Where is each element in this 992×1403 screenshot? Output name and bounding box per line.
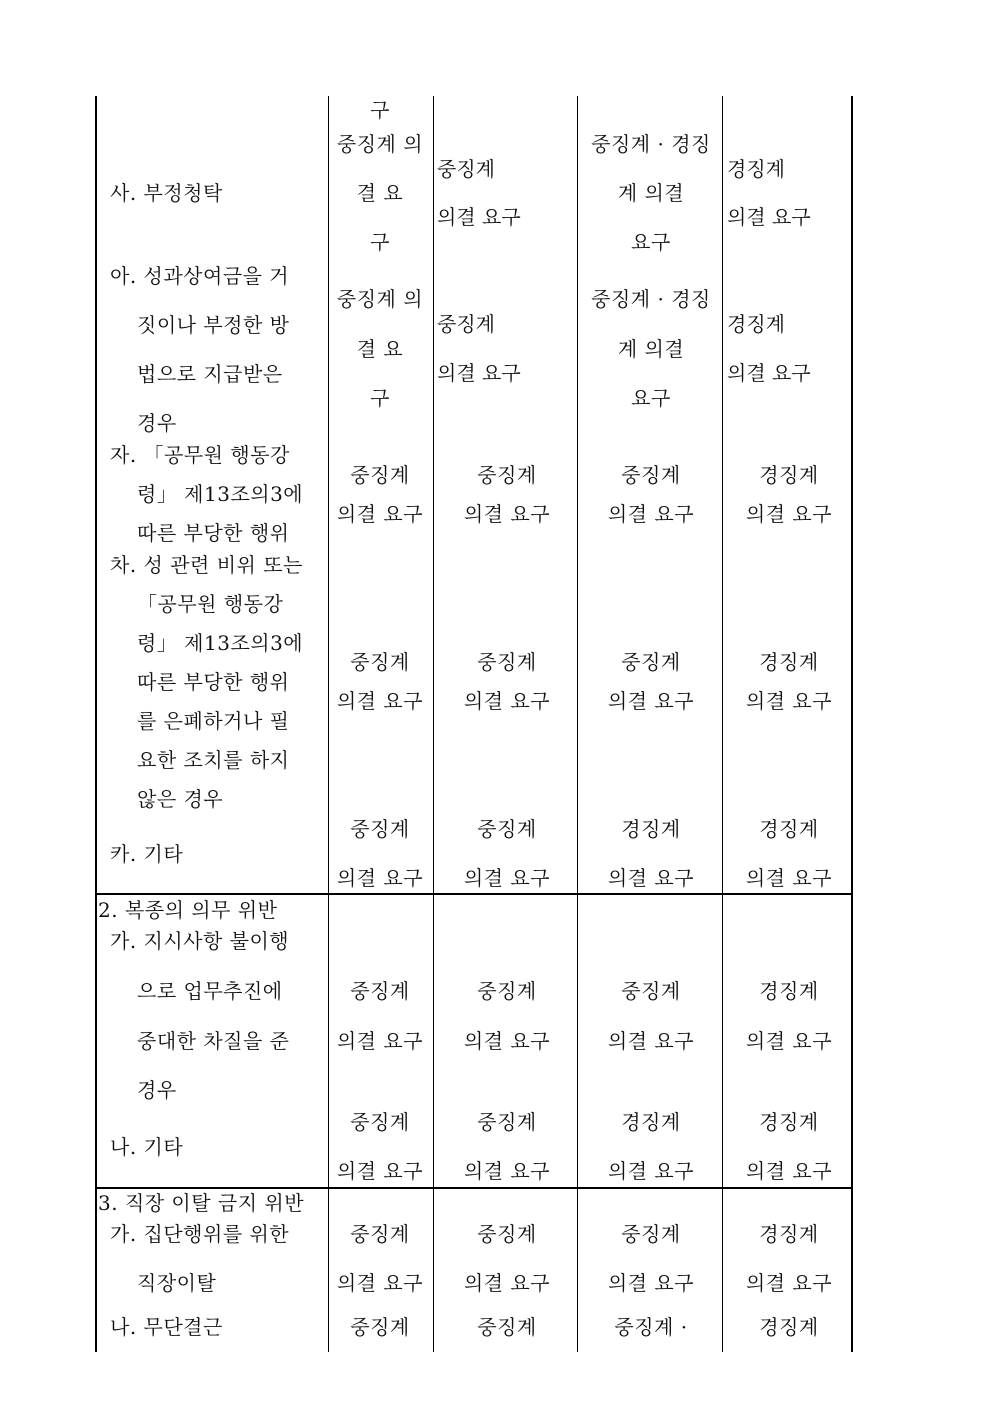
table-cell: 중징계 <box>350 1222 410 1246</box>
table-cell: 중징계 · <box>614 1315 688 1339</box>
table-border-right <box>851 96 853 1352</box>
table-cell: 의결 요구 <box>336 689 424 713</box>
row-label: 가. 지시사항 불이행 <box>110 929 290 953</box>
row-label: 가. 집단행위를 위한 <box>110 1222 290 1246</box>
table-cell: 의결 요구 <box>463 1159 551 1183</box>
table-cell: 요구 <box>631 230 671 254</box>
table-cell: 의결 요구 <box>607 502 695 526</box>
table-cell: 의결 요구 <box>727 361 811 385</box>
table-cell: 중징계 · 경징 <box>591 132 711 156</box>
table-cell: 경징계 <box>727 312 785 336</box>
table-cell: 중징계 <box>437 157 495 181</box>
column-divider <box>433 96 434 1352</box>
row-label: 짓이나 부정한 방 <box>137 313 290 337</box>
table-cell: 경징계 <box>759 650 819 674</box>
table-cell: 중징계 <box>621 1222 681 1246</box>
table-cell: 중징계 의 <box>336 132 424 156</box>
section-title: 3. 직장 이탈 금지 위반 <box>98 1191 305 1215</box>
table-cell: 중징계 <box>477 463 537 487</box>
table-cell: 중징계 <box>477 817 537 841</box>
table-cell: 경징계 <box>727 157 785 181</box>
row-label: 으로 업무추진에 <box>137 979 283 1003</box>
table-cell: 중징계 · 경징 <box>591 287 711 311</box>
table-cell: 의결 요구 <box>745 1029 833 1053</box>
row-label: 않은 경우 <box>137 787 224 811</box>
table-cell: 의결 요구 <box>336 502 424 526</box>
section-divider <box>95 1187 853 1189</box>
table-cell: 구 <box>370 98 390 122</box>
table-cell: 중징계 <box>477 1222 537 1246</box>
table-cell: 의결 요구 <box>336 1029 424 1053</box>
table-cell: 의결 요구 <box>336 866 424 890</box>
row-label: 경우 <box>137 411 177 435</box>
table-cell: 의결 요구 <box>607 1159 695 1183</box>
table-cell: 의결 요구 <box>607 689 695 713</box>
row-label: 아. 성과상여금을 거 <box>110 264 290 288</box>
table-cell: 경징계 <box>621 817 681 841</box>
table-cell: 의결 요구 <box>437 205 521 229</box>
row-label: 자. 「공무원 행동강 <box>110 443 290 467</box>
table-cell: 의결 요구 <box>336 1159 424 1183</box>
table-cell: 중징계 의 <box>336 287 424 311</box>
table-cell: 의결 요구 <box>463 689 551 713</box>
column-divider <box>722 96 723 1352</box>
table-cell: 중징계 <box>350 1110 410 1134</box>
table-cell: 구 <box>370 386 390 410</box>
table-cell: 중징계 <box>350 817 410 841</box>
table-cell: 의결 요구 <box>336 1271 424 1295</box>
table-cell: 의결 요구 <box>745 866 833 890</box>
table-cell: 경징계 <box>759 1222 819 1246</box>
row-label: 경우 <box>137 1078 177 1102</box>
table-cell: 경징계 <box>621 1110 681 1134</box>
row-label: 나. 기타 <box>110 1135 184 1159</box>
table-cell: 중징계 <box>477 650 537 674</box>
table-cell: 의결 요구 <box>607 1029 695 1053</box>
table-cell: 경징계 <box>759 1315 819 1339</box>
row-label: 차. 성 관련 비위 또는 <box>110 553 303 577</box>
table-cell: 의결 요구 <box>463 1029 551 1053</box>
table-cell: 의결 요구 <box>463 1271 551 1295</box>
table-cell: 의결 요구 <box>607 1271 695 1295</box>
row-label: 요한 조치를 하지 <box>137 748 290 772</box>
table-cell: 경징계 <box>759 817 819 841</box>
row-label: 사. 부정청탁 <box>110 181 223 205</box>
row-label: 를 은폐하거나 필 <box>137 709 290 733</box>
row-label: 중대한 차질을 준 <box>137 1029 290 1053</box>
table-cell: 중징계 <box>477 1110 537 1134</box>
table-cell: 중징계 <box>621 979 681 1003</box>
section-divider <box>95 893 853 895</box>
row-label: 카. 기타 <box>110 842 184 866</box>
row-label: 법으로 지급받은 <box>137 362 283 386</box>
table-cell: 구 <box>370 230 390 254</box>
table-cell: 계 의결 <box>617 337 685 361</box>
row-label: 직장이탈 <box>137 1271 217 1295</box>
table-cell: 경징계 <box>759 979 819 1003</box>
row-label: 령」 제13조의3에 <box>137 482 304 506</box>
table-cell: 계 의결 <box>617 181 685 205</box>
table-cell: 의결 요구 <box>745 502 833 526</box>
table-cell: 의결 요구 <box>745 689 833 713</box>
table-cell: 중징계 <box>477 1315 537 1339</box>
table-cell: 의결 요구 <box>607 866 695 890</box>
table-cell: 중징계 <box>350 463 410 487</box>
row-label: 따른 부당한 행위 <box>137 670 290 694</box>
table-cell: 중징계 <box>350 650 410 674</box>
table-cell: 중징계 <box>621 463 681 487</box>
table-cell: 경징계 <box>759 1110 819 1134</box>
table-cell: 중징계 <box>350 979 410 1003</box>
table-border-left <box>95 96 97 1352</box>
table-cell: 의결 요구 <box>745 1159 833 1183</box>
table-cell: 중징계 <box>437 312 495 336</box>
row-label: 「공무원 행동강 <box>137 592 284 616</box>
table-cell: 의결 요구 <box>437 361 521 385</box>
row-label: 따른 부당한 행위 <box>137 521 290 545</box>
table-cell: 중징계 <box>477 979 537 1003</box>
table-cell: 요구 <box>631 386 671 410</box>
table-cell: 의결 요구 <box>463 866 551 890</box>
table-cell: 결 요 <box>356 181 404 205</box>
table-cell: 결 요 <box>356 337 404 361</box>
table-cell: 의결 요구 <box>745 1271 833 1295</box>
section-title: 2. 복종의 의무 위반 <box>98 898 278 922</box>
table-cell: 중징계 <box>621 650 681 674</box>
column-divider <box>577 96 578 1352</box>
row-label: 령」 제13조의3에 <box>137 631 304 655</box>
table-cell: 의결 요구 <box>463 502 551 526</box>
column-divider <box>328 96 329 1352</box>
table-cell: 의결 요구 <box>727 205 811 229</box>
table-cell: 중징계 <box>350 1315 410 1339</box>
row-label: 나. 무단결근 <box>110 1315 223 1339</box>
table-cell: 경징계 <box>759 463 819 487</box>
